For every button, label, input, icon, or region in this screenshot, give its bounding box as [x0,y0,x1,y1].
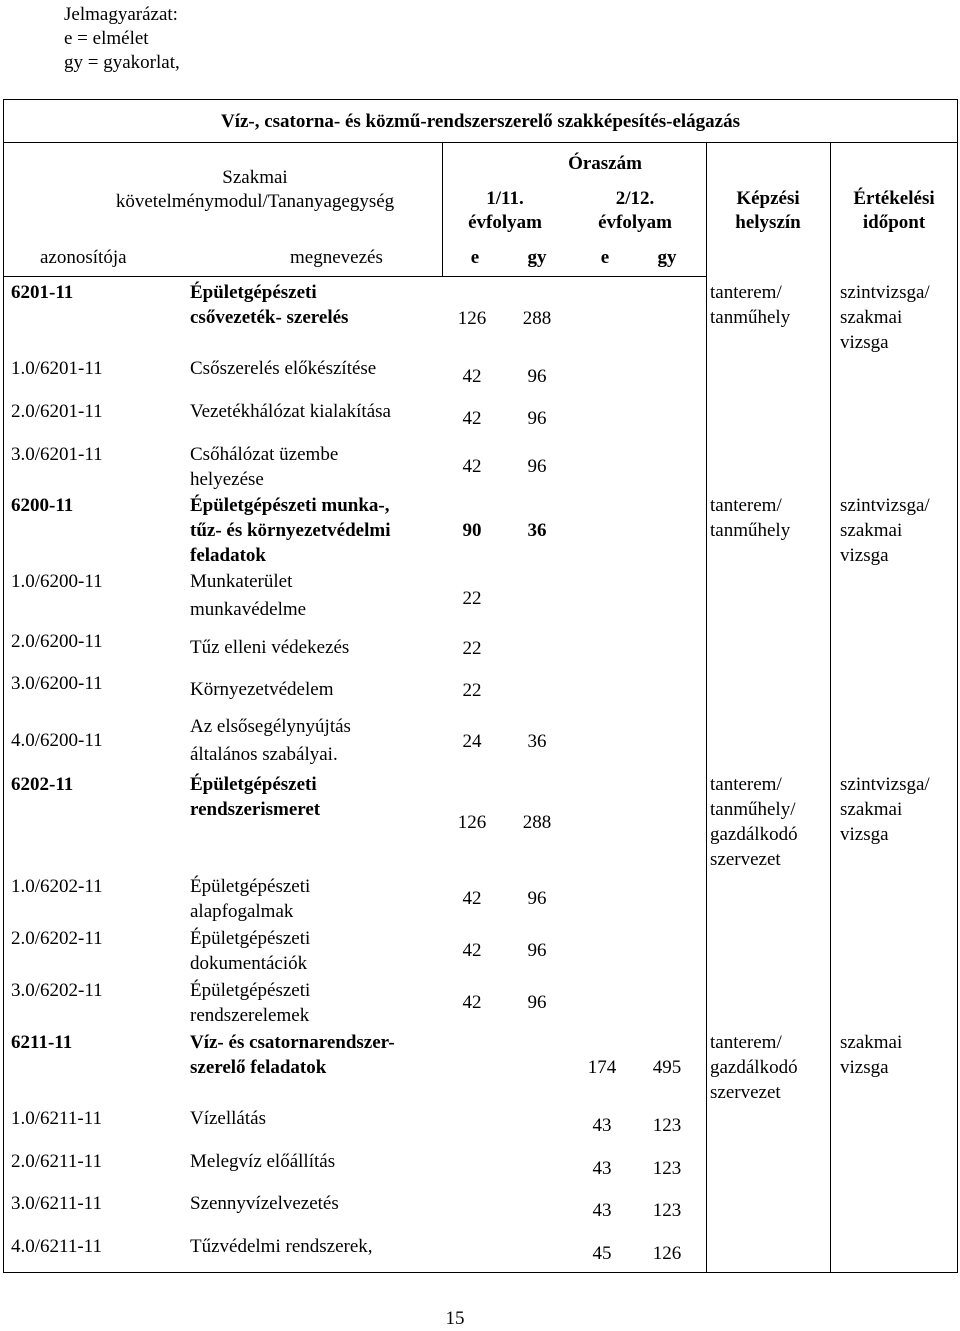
evaluation-line: vizsga [840,545,889,566]
row-name: alapfogalmak [190,901,294,922]
row-e1: 42 [462,456,482,477]
row-gy1: 96 [527,456,547,477]
evaluation-line: vizsga [840,1057,889,1078]
legend-e: e = elmélet [64,28,149,49]
row-e1: 126 [457,812,487,833]
table-title: Víz-, csatorna- és közmű-rendszerszerelő szakképesítés-elágazás [220,111,741,132]
legend-title: Jelmagyarázat: [64,4,178,25]
header-gy1: gy [527,247,547,268]
header-gy2: gy [657,247,677,268]
row-id: 3.0/6201-11 [11,444,103,465]
row-id: 6200-11 [11,495,74,516]
row-name: munkavédelme [190,599,307,620]
location-line: szervezet [710,849,781,870]
row-e1: 126 [457,308,487,329]
row-id: 6211-11 [11,1032,73,1053]
row-e2: 45 [592,1243,612,1264]
title-divider [3,142,958,143]
row-e1: 22 [462,680,482,701]
row-id: 3.0/6202-11 [11,980,103,1001]
location-line: tanterem/ [710,495,782,516]
row-name: Víz- és csatornarendszer- [190,1032,395,1053]
evaluation-line: szakmai [840,799,903,820]
evaluation-line: szintvizsga/ [840,495,930,516]
header-hours: Óraszám [568,153,642,174]
row-name: Csőhálózat üzembe [190,444,339,465]
row-e1: 42 [462,408,482,429]
header-location-2: helyszín [735,212,801,233]
header-location-1: Képzési [736,188,800,209]
location-line: tanterem/ [710,774,782,795]
location-line: gazdálkodó [710,824,798,845]
row-e1: 42 [462,888,482,909]
header-year1-2: évfolyam [468,212,542,233]
row-id: 4.0/6200-11 [11,730,103,751]
header-module-1: Szakmai [222,167,288,188]
header-module-2: követelménymodul/Tananyagegység [115,191,395,212]
row-id: 2.0/6200-11 [11,631,103,652]
evaluation-left-border [830,142,831,1273]
header-year2-2: évfolyam [598,212,672,233]
row-id: 4.0/6211-11 [11,1236,102,1257]
row-name: általános szabályai. [190,744,338,765]
row-name: Csőszerelés előkészítése [190,358,377,379]
location-line: tanműhely [710,307,791,328]
location-line: tanterem/ [710,282,782,303]
row-gy2: 126 [652,1243,682,1264]
header-evaluation-2: időpont [862,212,926,233]
row-id: 2.0/6201-11 [11,401,103,422]
row-name: rendszerelemek [190,1005,310,1026]
row-gy1: 36 [527,520,547,541]
row-name: Tűz elleni védekezés [190,637,350,658]
header-year2-1: 2/12. [615,188,655,209]
row-name: feladatok [190,545,266,566]
row-id: 6201-11 [11,282,74,303]
row-id: 3.0/6211-11 [11,1193,102,1214]
row-e1: 22 [462,588,482,609]
location-line: gazdálkodó [710,1057,798,1078]
evaluation-line: szintvizsga/ [840,282,930,303]
row-name: Épületgépészeti [190,774,317,795]
row-name: csővezeték- szerelés [190,307,349,328]
header-evaluation-1: Értékelési [853,188,935,209]
evaluation-line: szakmai [840,1032,903,1053]
row-gy1: 96 [527,408,547,429]
evaluation-line: vizsga [840,332,889,353]
row-gy1: 36 [527,731,547,752]
evaluation-line: szintvizsga/ [840,774,930,795]
row-id: 1.0/6202-11 [11,876,103,897]
row-e1: 42 [462,940,482,961]
row-name: Épületgépészeti [190,876,311,897]
row-name: Tűzvédelmi rendszerek, [190,1236,373,1257]
row-id: 6202-11 [11,774,74,795]
row-name: Vezetékhálózat kialakítása [190,401,391,422]
row-gy2: 123 [652,1115,682,1136]
evaluation-line: szakmai [840,520,903,541]
row-id: 1.0/6201-11 [11,358,103,379]
row-gy1: 96 [527,992,547,1013]
evaluation-line: szakmai [840,307,903,328]
row-name: tűz- és környezetvédelmi [190,520,391,541]
row-e2: 174 [587,1057,617,1078]
row-id: 2.0/6202-11 [11,928,103,949]
location-line: tanműhely [710,520,791,541]
row-name: Épületgépészeti [190,980,311,1001]
row-name: helyezése [190,469,264,490]
row-id: 2.0/6211-11 [11,1151,102,1172]
header-e2: e [600,247,610,268]
row-id: 1.0/6211-11 [11,1108,102,1129]
hours-left-border [442,142,443,276]
row-name: rendszerismeret [190,799,321,820]
row-e2: 43 [592,1200,612,1221]
page-number: 15 [445,1308,465,1329]
row-name: dokumentációk [190,953,308,974]
row-e1: 42 [462,992,482,1013]
row-id: 1.0/6200-11 [11,571,103,592]
row-gy2: 495 [652,1057,682,1078]
location-line: tanterem/ [710,1032,782,1053]
row-e1: 42 [462,366,482,387]
row-id: 3.0/6200-11 [11,673,103,694]
row-name: Vízellátás [190,1108,266,1129]
row-e1: 90 [462,520,482,541]
row-gy1: 96 [527,888,547,909]
row-name: Környezetvédelem [190,679,334,700]
row-name: Épületgépészeti [190,928,311,949]
header-divider [3,276,706,277]
row-gy2: 123 [652,1200,682,1221]
row-name: szerelő feladatok [190,1057,327,1078]
row-name: Épületgépészeti [190,282,317,303]
header-year1-1: 1/11. [486,188,524,209]
row-name: Épületgépészeti munka-, [190,495,390,516]
location-line: tanműhely/ [710,799,796,820]
row-name: Az elsősegélynyújtás [190,716,351,737]
row-gy1: 96 [527,366,547,387]
evaluation-line: vizsga [840,824,889,845]
row-e1: 22 [462,638,482,659]
row-e1: 24 [462,731,482,752]
row-gy1: 96 [527,940,547,961]
location-line: szervezet [710,1082,781,1103]
header-name: megnevezés [290,247,383,268]
row-name: Melegvíz előállítás [190,1151,336,1172]
header-id: azonosítója [40,247,127,268]
legend-gy: gy = gyakorlat, [64,52,180,73]
row-gy1: 288 [522,812,552,833]
row-gy2: 123 [652,1158,682,1179]
row-e2: 43 [592,1158,612,1179]
header-e1: e [470,247,480,268]
location-left-border [706,142,707,1273]
row-name: Munkaterület [190,571,293,592]
row-gy1: 288 [522,308,552,329]
row-e2: 43 [592,1115,612,1136]
row-name: Szennyvízelvezetés [190,1193,339,1214]
